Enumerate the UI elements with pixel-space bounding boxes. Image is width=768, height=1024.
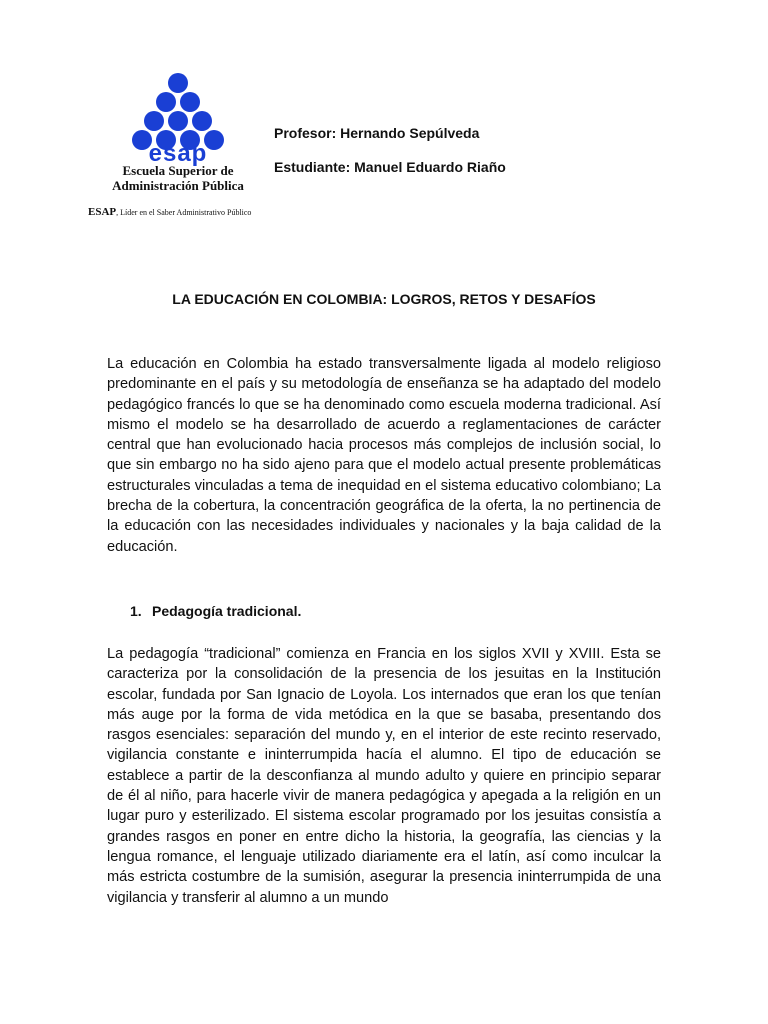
profesor-line: Profesor: Hernando Sepúlveda xyxy=(274,125,480,141)
document-title: LA EDUCACIÓN EN COLOMBIA: LOGROS, RETOS Y DESAFÍOS xyxy=(172,291,596,307)
logo-school-name-line2: Administración Pública xyxy=(112,178,244,193)
document-header xyxy=(274,124,506,176)
esap-wordmark: esap xyxy=(148,140,208,167)
esap-logo xyxy=(88,70,268,220)
section-number: 1. xyxy=(130,603,142,619)
section-heading xyxy=(130,602,301,620)
logo-school-name-line1: Escuela Superior de xyxy=(122,163,234,178)
intro-paragraph: La educación en Colombia ha estado transversalmente ligada al modelo religioso predominante en el país y su metodología de enseñanza se ha adaptado del modelo pedagógico francés lo que se ha denominado como escuela moderna tradicional. Así mismo el modelo se ha desarrollado de acuerdo a reglamentaciones de carácter central que han evolucionado hacia procesos más complejos de inclusión social, lo que sin embargo no ha sido ajeno para que el modelo actual presente problemáticas estructurales vinculadas a tema de inequidad en el sistema educativo colombiano; La brecha de la cobertura, la concentración geográfica de la oferta, la no pertinencia de la educación con las necesidades individuales y nacionales y la baja calidad de la educación. xyxy=(107,356,661,555)
tagline-bold: ESAP xyxy=(88,206,117,218)
section-title: Pedagogía tradicional. xyxy=(152,603,302,619)
section-paragraph: La pedagogía “tradicional” comienza en Francia en los siglos XVII y XVIII. Esta se caracteriza por la consolidación de la presencia de los jesuitas en la Institución escolar, fundada por San Ignacio de Loyola. Los internados que eran los que tenían más auge por la forma de vida metódica en la que se basaba, presentando dos rasgos esenciales: separación del mundo y, en el interior de este recinto reservado, vigilancia constante e ininterrumpida hacía el alumno. El tipo de educación se establece a partir de la desconfianza al mundo adulto y quiere en principio separar de él al niño, para hacerle vivir de manera pedagógica y apegada a la religión en un lugar puro y esterilizado. El sistema escolar programado por los jesuitas consistía a grandes rasgos en poner en entre dicho la historia, la geografía, las ciencias y la lengua romance, el lenguaje utilizado diariamente era el latín, así como inculcar la más estricta costumbre de la sumisión, asegurar la presencia ininterrumpida de una vigilancia y transferir al alumno a un mundo xyxy=(107,646,661,906)
tagline-text: , Líder en el Saber Administrativo Público xyxy=(116,208,252,217)
logo-tagline xyxy=(88,206,288,218)
estudiante-line: Estudiante: Manuel Eduardo Riaño xyxy=(274,159,506,175)
esap-logo-dots-icon xyxy=(88,70,268,174)
